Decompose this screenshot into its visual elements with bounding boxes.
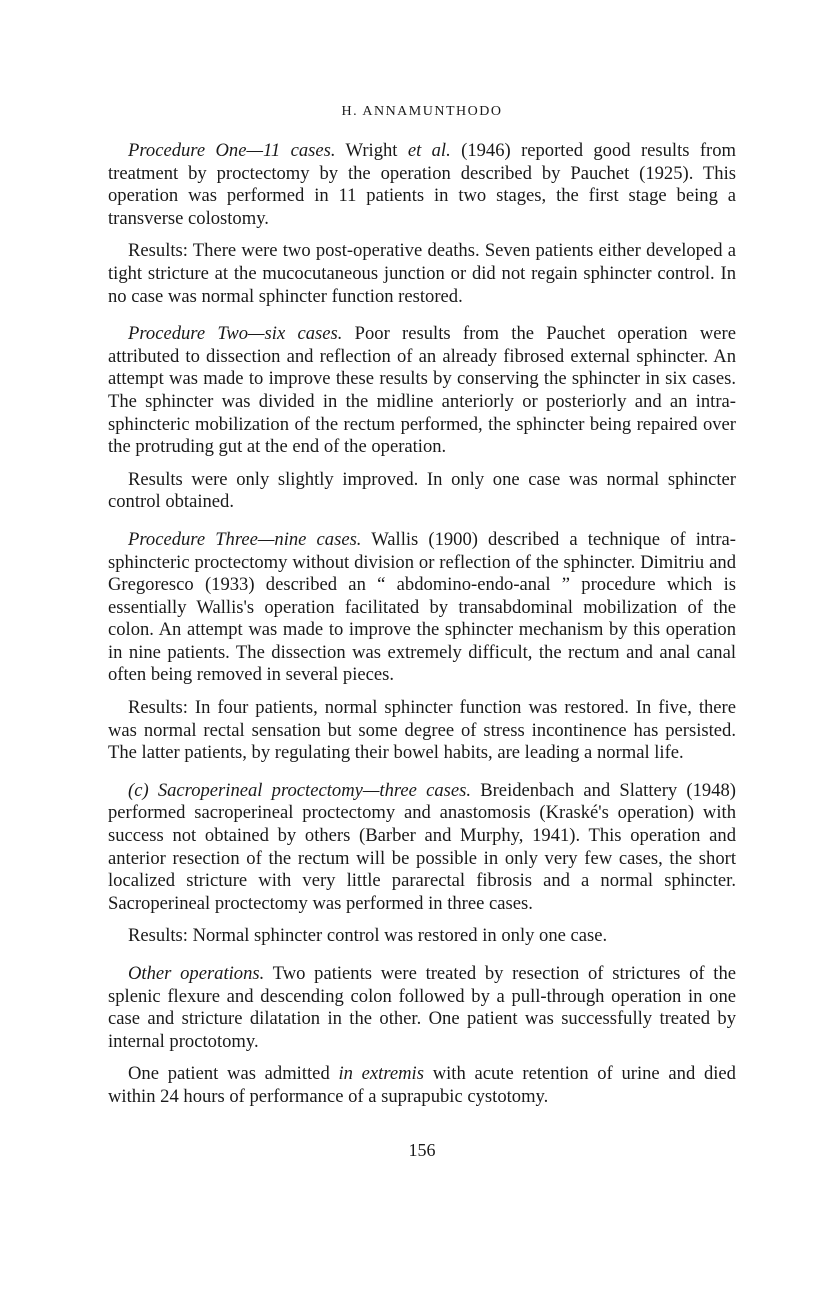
paragraph-text: Poor results from the Pauchet operation were attributed to dissection and reflection of an already fibrosed external sphincter. An attempt was made to improve these results by conserving the sphincter in six cases. The sphincter was divided in the midline anteriorly or posteriorly and an intra-sphincteric mobilization of the rectum performed, the sphincter being repaired over the protruding gut at the end of the operation. — [108, 323, 736, 458]
procedure-one-heading: Procedure One—11 cases. — [128, 140, 336, 161]
procedure-three-heading: Procedure Three—nine cases. — [128, 528, 362, 550]
paragraph-text: (1946) reported good results from treatment by proctectomy by the operation described by Pauchet (1925). This operation was performed in 11 patients in two stages, the first stage being a transverse colostomy. — [108, 140, 737, 229]
paragraph-text: One patient was admitted — [128, 1063, 339, 1085]
paragraph-sacroperineal — [108, 780, 736, 916]
sacroperineal-heading: (c) Sacroperineal proctectomy—three cases. — [128, 779, 472, 801]
paragraph-procedure-two — [108, 323, 736, 459]
paragraph-procedure-three — [108, 529, 736, 687]
paragraph-results-sacroperineal: Results: Normal sphincter control was restored in only one case. — [128, 925, 608, 947]
other-operations-heading: Other operations. — [128, 963, 265, 984]
paragraph-results-one: Results: There were two post-operative deaths. Seven patients either developed a tight stricture at the mucocutaneous junction or did not regain sphincter control. In no case was normal sphincter function restored. — [108, 240, 736, 307]
body-text — [108, 140, 736, 1109]
procedure-two-heading: Procedure Two—six cases. — [128, 323, 343, 345]
paragraph-results-three: Results: In four patients, normal sphincter function was restored. In five, there was normal rectal sensation but some degree of stress incontinence has persisted. The latter patients, by regulating their bowel habits, are leading a normal life. — [108, 697, 736, 764]
paragraph-results-two: Results were only slightly improved. In only one case was normal sphincter control obtained. — [108, 468, 736, 513]
paragraph-text: Two patients were treated by resection of strictures of the splenic flexure and descending colon followed by a pull-through operation in one case and stricture dilatation in the other. One patient was successfully treated by internal proctotomy. — [108, 963, 737, 1052]
page-number: 156 — [408, 1140, 436, 1160]
et-al-italic: et al. — [407, 140, 451, 161]
paragraph-text: Breidenbach and Slattery (1948) performed sacroperineal proctectomy and anastomosis (Kraské's operation) with success not obtained by others (Barber and Murphy, 1941). This operation and anterior resection of the rectum will be possible in only very few cases, the short localized stricture with very little pararectal fibrosis and a normal sphincter. Sacroperineal proctectomy was performed in three cases. — [108, 779, 736, 914]
paragraph-text: with acute retention of urine and died within 24 hours of performance of a suprapubic cystotomy. — [108, 1063, 736, 1107]
paragraph-text: Wright — [335, 140, 408, 161]
paragraph-other-operations — [108, 963, 736, 1053]
paragraph-procedure-one — [108, 140, 736, 230]
in-extremis-italic: in extremis — [338, 1063, 424, 1085]
paragraph-in-extremis — [108, 1063, 736, 1108]
running-head: H. ANNAMUNTHODO — [341, 104, 503, 119]
paragraph-text: Wallis (1900) described a technique of intra-sphincteric proctectomy without division or reflection of the sphincter. Dimitriu and Gregoresco (1933) described an “ abdomino-endo-anal ” procedure which is essentially Wallis's operation facilitated by transabdominal mobilization of the colon. An attempt was made to improve the sphincter mechanism by this operation in nine patients. The dissection was extremely difficult, the rectum and anal canal often being removed in several pieces. — [108, 528, 736, 686]
